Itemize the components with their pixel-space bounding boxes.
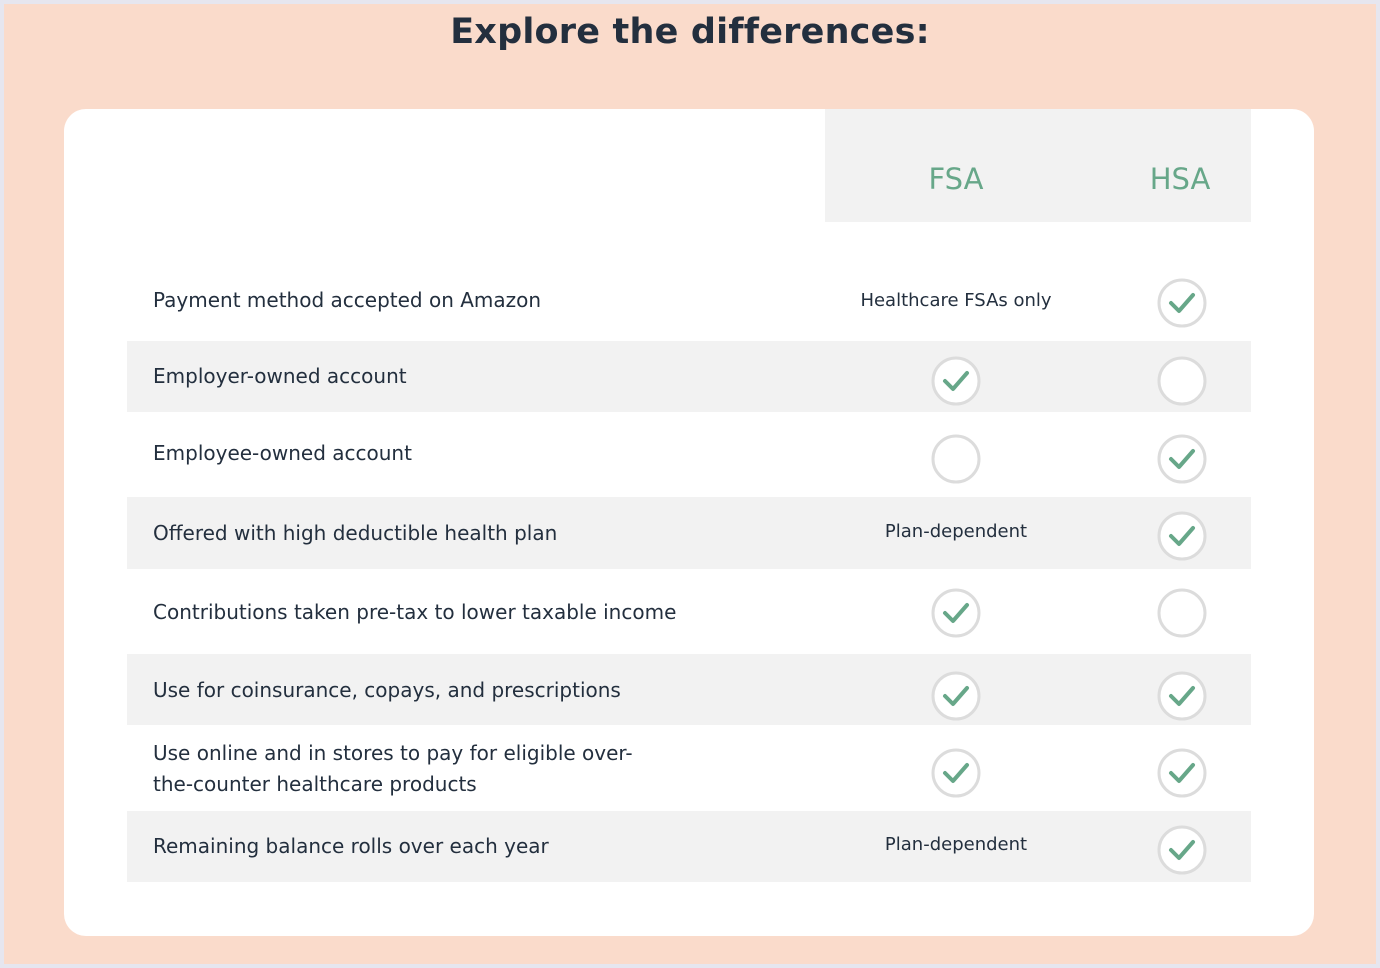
- page-title: Explore the differences:: [450, 12, 930, 52]
- check-icon: [1157, 671, 1207, 721]
- row-label: Offered with high deductible health plan: [153, 521, 558, 545]
- check-icon: [931, 588, 981, 638]
- row-label-line-2: the-counter healthcare products: [153, 772, 477, 796]
- row-label-line-1: Use online and in stores to pay for eligible over-: [153, 741, 633, 765]
- row-label: Payment method accepted on Amazon: [153, 288, 542, 312]
- check-icon: [931, 356, 981, 406]
- check-icon: [1157, 434, 1207, 484]
- check-icon: [1157, 278, 1207, 328]
- fsa-cell-text: Plan-dependent: [884, 521, 1028, 542]
- empty-circle-icon: [931, 434, 981, 484]
- empty-circle-icon: [1157, 356, 1207, 406]
- row-label: Use for coinsurance, copays, and prescriptions: [153, 678, 621, 702]
- row-label: Employee-owned account: [153, 441, 412, 465]
- fsa-cell-text: Plan-dependent: [884, 834, 1028, 855]
- check-icon: [1157, 748, 1207, 798]
- column-header-hsa: HSA: [1149, 162, 1211, 196]
- empty-circle-icon: [1157, 588, 1207, 638]
- column-header-fsa: FSA: [928, 162, 984, 196]
- row-label: Employer-owned account: [153, 364, 407, 388]
- row-label: Contributions taken pre-tax to lower taxable income: [153, 600, 677, 624]
- check-icon: [931, 748, 981, 798]
- check-icon: [1157, 511, 1207, 561]
- check-icon: [931, 671, 981, 721]
- check-icon: [1157, 825, 1207, 875]
- fsa-cell-text: Healthcare FSAs only: [860, 290, 1052, 311]
- row-label: Remaining balance rolls over each year: [153, 834, 549, 858]
